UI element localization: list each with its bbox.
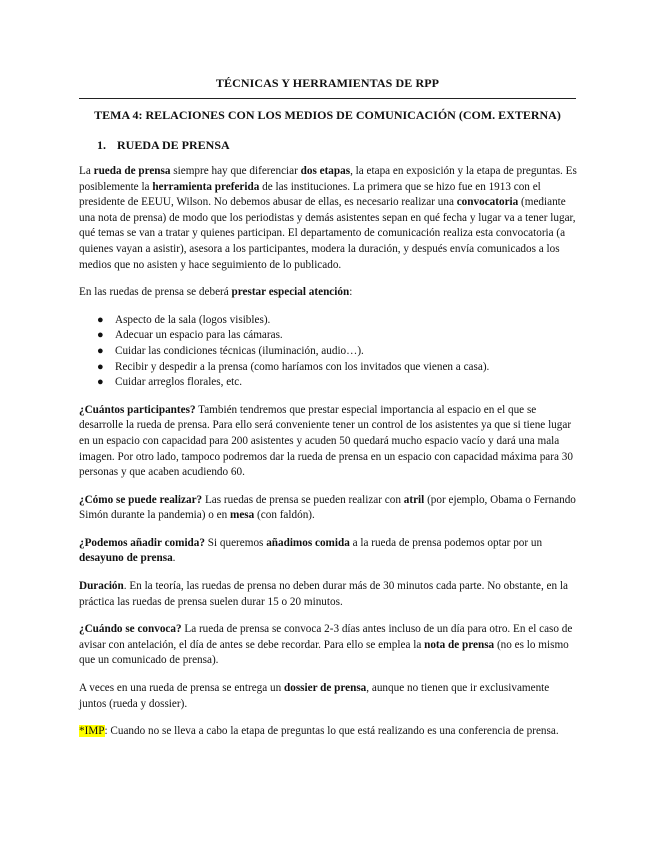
paragraph-comida [79, 536, 578, 567]
paragraph-realizar [79, 493, 578, 524]
title-divider [79, 98, 576, 99]
list-item [79, 328, 578, 344]
paragraph-intro [79, 164, 578, 273]
text: , aunque no tienen que ir exclusivamente juntos (rueda y dossier). [79, 682, 550, 710]
list-item-text: Cuidar arreglos florales, etc. [115, 376, 243, 389]
paragraph-dossier [79, 681, 578, 712]
bullet-icon: ● [97, 313, 104, 326]
text: Las ruedas de prensa se pueden realizar con [202, 493, 404, 506]
text: siempre hay que diferenciar [170, 165, 301, 177]
bold-text: prestar especial atención [231, 286, 350, 299]
paragraph-convoca [79, 622, 578, 669]
bullet-icon: ● [97, 344, 104, 357]
text: . [172, 552, 176, 565]
list-item [79, 313, 578, 329]
bold-text: ¿Cuándo se convoca? [79, 623, 182, 636]
bold-text: mesa [230, 509, 255, 522]
bold-text: ¿Cómo se puede realizar? [79, 493, 203, 506]
text: : [349, 286, 353, 299]
bullet-icon: ● [97, 329, 104, 342]
paragraph-duracion [79, 579, 578, 610]
bold-text: añadimos comida [266, 536, 350, 549]
text: (mediante una nota de prensa) de modo que los periodistas y demás asistentes sepan en qué fecha y lugar va a tener lugar, qué temas se van a tratar y quienes participan. El departamento de comunicación realiza esta convocatoria (a quienes vayan a asistir), asesora a los participantes, modera la duración, y después envía comunicados a los medios que no asisten y hace seguimiento de lo publicado. [79, 196, 576, 271]
text: En las ruedas de prensa se deberá [79, 286, 232, 299]
text: La rueda de prensa se convoca 2-3 días antes incluso de un día para otro. En el caso de avisar con antelación, el día de antes se debe recordar. Para ello se emplea la [79, 623, 573, 651]
text: Si queremos [204, 536, 267, 549]
list-item-text: Cuidar las condiciones técnicas (iluminación, audio…). [115, 344, 364, 357]
paragraph-participantes [79, 403, 578, 481]
document-body [79, 164, 578, 752]
list-item-text: Recibir y despedir a la prensa (como haríamos con los invitados que vienen a casa). [115, 360, 490, 373]
text: (no es lo mismo que un comunicado de prensa). [79, 638, 569, 667]
list-item [79, 360, 578, 376]
section-title: RUEDA DE PRENSA [117, 138, 230, 152]
list-item [79, 375, 578, 391]
text: A veces en una rueda de prensa se entrega un [79, 682, 285, 695]
list-item [79, 344, 578, 360]
section-heading [97, 138, 230, 153]
bold-text: atril [403, 493, 425, 506]
text: La [79, 165, 94, 177]
text: También tendremos que prestar especial importancia al espacio en el que se desarrolle la rueda de prensa. Para ello será conveniente tener un control de los asistentes ya que si tiene lugar en un espacio con capacidad para 200 asistentes y acuden 50 quedará mucho espacio vacío y dará una mala imagen. Por otro lado, tampoco podremos dar la rueda de prensa en un espacio con capacidad máxima para 30 personas y que acaben acudiendo 60. [79, 403, 573, 479]
text: de las instituciones. La primera que se hizo fue en 1913 con el presidente de EEUU, Wilson. No debemos abusar de ellas, es necesario realizar una [79, 180, 541, 209]
bold-text: nota de prensa [424, 638, 495, 651]
highlighted-note: *IMP [79, 725, 105, 738]
list-item-text: Adecuar un espacio para las cámaras. [115, 329, 283, 342]
bold-text: ¿Cuántos participantes? [79, 403, 196, 416]
text: (por ejemplo, Obama o Fernando Simón durante la pandemia) o en [79, 493, 576, 522]
bold-text: herramienta preferida [152, 180, 260, 193]
bold-text: rueda de prensa [93, 165, 171, 177]
text: . En la teoría, las ruedas de prensa no deben durar más de 30 minutos cada parte. No obstante, en la práctica las ruedas de prensa suelen durar 15 o 20 minutos. [79, 580, 568, 608]
bold-text: Duración [79, 580, 124, 593]
text: , la etapa en exposición y la etapa de preguntas. Es posiblemente la [79, 165, 577, 193]
paragraph-atencion [79, 285, 578, 301]
bullet-icon: ● [97, 360, 104, 373]
bold-text: dos etapas [300, 165, 351, 177]
tema-heading: TEMA 4: RELACIONES CON LOS MEDIOS DE COMUNICACIÓN (COM. EXTERNA) [94, 108, 561, 122]
bold-text: desayuno de prensa [79, 552, 173, 565]
list-item-text: Aspecto de la sala (logos visibles). [115, 313, 271, 326]
text: a la rueda de prensa podemos optar por un [349, 536, 543, 549]
text: (con faldón). [254, 509, 315, 522]
text: : Cuando no se lleva a cabo la etapa de preguntas lo que está realizando es una conferencia de prensa. [104, 725, 559, 738]
section-number: 1. [97, 138, 106, 152]
bold-text: convocatoria [456, 196, 519, 209]
document-title: TÉCNICAS Y HERRAMIENTAS DE RPP [215, 76, 440, 90]
bold-text: ¿Podemos añadir comida? [79, 536, 205, 549]
bullet-icon: ● [97, 376, 104, 389]
bullet-list [79, 313, 578, 391]
paragraph-imp [79, 724, 578, 740]
bold-text: dossier de prensa [284, 682, 367, 695]
